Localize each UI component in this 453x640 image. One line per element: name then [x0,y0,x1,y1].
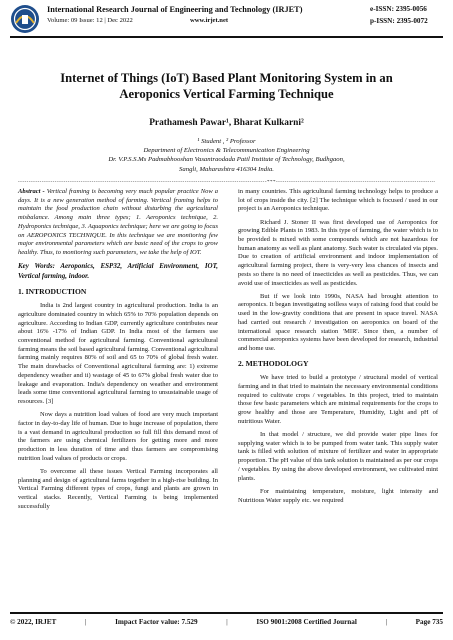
journal-name: International Research Journal of Engineering and Technology (IRJET) [47,5,303,14]
section-heading-introduction: 1. INTRODUCTION [18,286,87,296]
paragraph: India is 2nd largest country in agricultural production. India is an agriculture dominated country in which 65% to 70% population depends on agriculture. According to Indian GDP, currently agriculture contributes near about 16% -17% of Indian GDP. In India most of the farmers use conventional method for agricultural farming. Conventional agricultural farming means the soil based agricultural farming. Conventional agricultural farming mainly requires 80% of soil and 65 to 70% of global fresh water. The main drawbacks of Conventional agricultural farming are: 1) extreme dependency weather and ii) wastage of 45 to 67% global fresh water due to leakage and evaporation. India's dependency on weather and environment leads some time conventional agricultural farming to unsustainable usage of resources. [3] [18,302,218,405]
affiliation [30,137,423,174]
paragraph: in many countries. This agricultural farming technology helps to produce a lot of crops inside the city. [2] The technique which is focused / used in our project is an Aeroponics technique. [238,188,438,213]
title-line-2: Aeroponics Vertical Farming Technique [119,87,334,101]
impact-factor: Impact Factor value: 7.529 [115,618,198,626]
journal-website-link[interactable]: www.irjet.net [190,17,229,24]
right-column [238,188,438,510]
keywords-text: Aeroponics, ESP32, Artificial Environment, IOT, Vertical farming, indoor. [18,262,218,280]
abstract [18,188,218,258]
abstract-label: Abstract - [18,188,45,195]
eissn: e-ISSN: 2395-0056 [370,5,427,13]
page-footer [0,612,453,640]
section-heading-methodology: 2. METHODOLOGY [238,358,309,368]
keywords [18,262,218,281]
paragraph: In that model / structure, we did provide water pipe lines for supplying water which is to be pumped from water tank. This supply water tank is filled with solution of mixture of fertilizer and water in appropriate proportion. The pH value of this tank solution is maintained as per our crops / vegetables. By using the above developed environment, we cultivated mint plants. [238,431,438,482]
abstract-text: Vertical framing is becoming very much popular practice Now a days. It is a new generation method of farming. Vertical framing helps to maintain the food production chain without disturbing the agricultural misbalance. Among main three types; 1. Aeroponics technique, 2. Hydroponics technique, 3. Aquaponics technique; here we are going to focus on AEROPONICS TECHNIQUE. In this technique we are monitoring few major environmental parameters which are basic need of the crops to grow healthy. Thus, to monitoring such parameters, we take the help of IOT. [18,188,218,256]
left-column [18,188,218,516]
page-number: Page 735 [415,618,443,626]
location: Sangli, Maharashtra 416304 India. [179,165,274,173]
paragraph: For maintaining temperature, moisture, light intensity and Nutritious Water supply etc. we required [238,487,438,504]
institution: Dr. V.P.S.S.Ms Padmabhooshan Vasantraodada Patil Institute of Technology, Budhgaon, [108,156,345,164]
paragraph: Now days a nutrition load values of food are very much important factor in day-to-day life of human. Due to huge increase of population, there is a vast demand in agricultural production so full fill this demand most of the farmers are using chemical fertilizers for getting more and more production in less duration of time and thus farmers are compromising nutrition load values of products or crops. [18,411,218,462]
footer-separator: | [385,618,387,626]
authors: Prathamesh Pawar¹, Bharat Kulkarni² [149,118,304,128]
paper-title [30,70,423,102]
keywords-label: Key Words: [18,262,55,271]
author-roles: ¹ Student , ² Professor [197,138,256,145]
paragraph: To overcome all these issues Vertical Farming incorporates all planning and design of agricultural farms together in a high-rise building. In Vertical Farming different types of crops, fungi and plants are grown in vertical stacks. Recently, Vertical Farming is being implemented successfully [18,467,218,510]
footer-separator: | [226,618,228,626]
paragraph: Richard J. Stoner II was first developed use of Aeroponics for growing Edible Plants in 1983. In this type of farming, the water which is to be provided is mixed with some compounds which are not hazardous for human anatomy as well as plant anatomy. Such water is circulated via pipes. Due to creation of artificial environment and indoor implementation of agricultural farming project, there is very-very less chances of insects and pests so there is no need of insecticides as well as pesticides. Thus, we can avoid use of insecticides as well as pesticides. [238,218,438,287]
footer-separator: | [84,618,87,626]
paragraph: But if we look into 1990s, NASA had brought attention to aeroponics. It began investigating soilless ways of raising food that could be used in the low-gravity conditions that are present in space travel. NASA had carried out research / investigation on aeroponics on board of the international space research station 'MIR'. Since then, a number of commercial aeroponics systems have been developed for research, industrial and home use. [238,292,438,352]
paragraph: We have tried to build a prototype / structural model of vertical farming and in that tried to maintain the necessary environmental conditions required to cultivate crops / vegetables. In this project, tried to maintain those few basic parameters which are minimal requirements for the crops to grow healthy and those are Temperature, Humidity, Light and pH of nutritious Water. [238,374,438,425]
page-header [0,0,453,38]
irjet-logo-icon [10,4,40,34]
pissn: p-ISSN: 2395-0072 [370,17,428,25]
department: Department of Electronics & Telecommunication Engineering [143,147,310,155]
volume-issue: Volume: 09 Issue: 12 | Dec 2022 [47,17,133,24]
footer-row [10,618,443,626]
header-rule [10,36,443,38]
footer-rule [10,612,443,614]
copyright: © 2022, IRJET [10,618,57,626]
iso-certification: ISO 9001:2008 Certified Journal [256,618,357,626]
title-line-1: Internet of Things (IoT) Based Plant Monitoring System in an [60,71,393,85]
separator-rule [18,180,435,186]
